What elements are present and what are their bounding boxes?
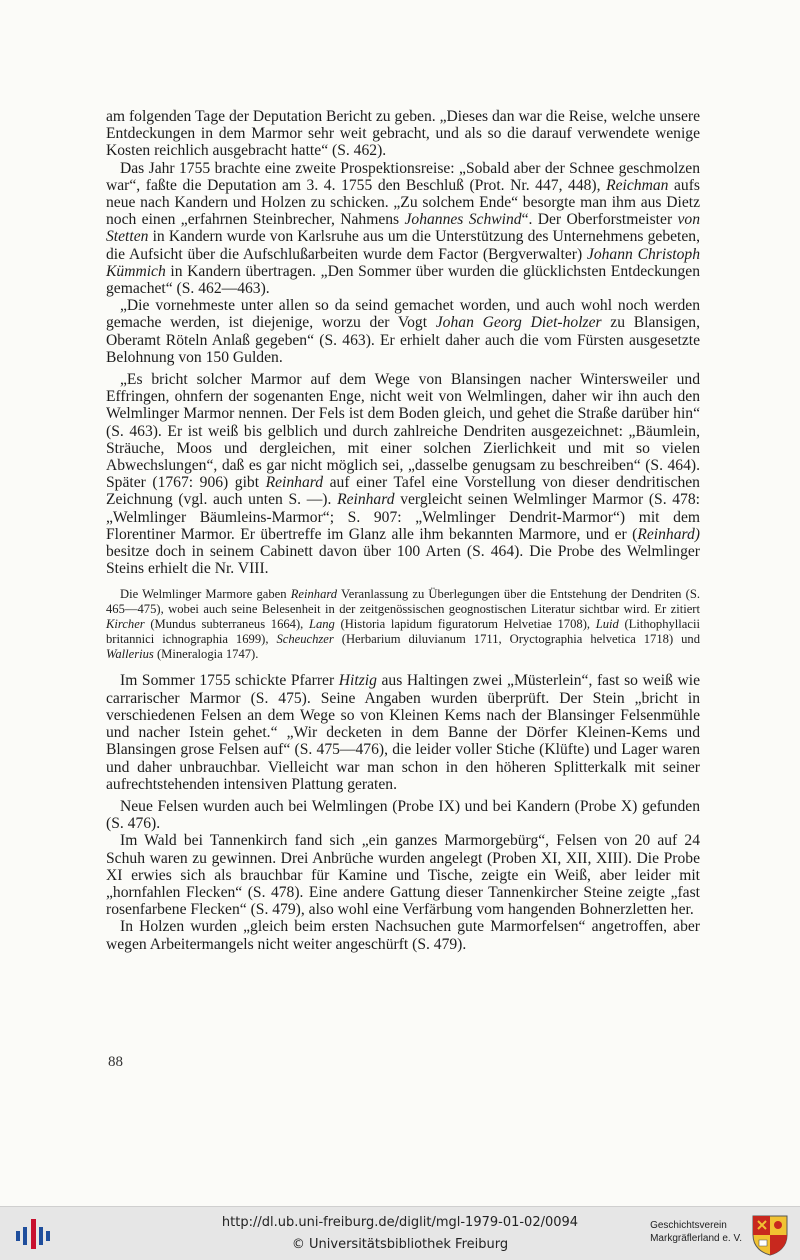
italic-name: Reinhard (265, 474, 324, 492)
society-name-line1: Geschichtsverein (650, 1220, 727, 1231)
text-paragraph (106, 297, 700, 366)
text-paragraph (106, 108, 700, 160)
text-run: (Mineralogia 1747). (153, 647, 259, 662)
text-run: zu Blansigen, Oberamt Röteln Anlaß gegeben“ (S. 463). Er erhielt daher auch die vom Fürsten ausgesetzte Belohnung von 150 Gulden. (106, 314, 701, 366)
text-paragraph (106, 371, 700, 577)
society-name-line2: Markgräflerland e. V. (650, 1233, 742, 1244)
text-run: In Holzen wurden „gleich beim ersten Nachsuchen gute Marmorfelsen“ angetroffen, aber wegen Arbeitermangels nicht weiter angeschürft (S. 479). (106, 918, 700, 953)
text-run: aus Haltingen zwei „Müsterlein“, fast so weiß wie carrarischer Marmor (S. 475). Seine Angaben wurden überprüft. Der Stein „bricht in verschiedenen Felsen an dem Wege so von Kleinen Kems nach der Blansinger Felsenmühle und nacher Istein gehet.“ „Wir decketen in dem Banne der Dörfer Kleinen-Kems und Blansingen grose Felsen auf“ (S. 475—476), die leider voller Stiche (Klüfte) und Lager waren und daher unbrauchbar. Vielleicht war man schon in den höheren Splitterkalk mit seiner aufrechtstehenden intensiven Plattung geraten. (106, 672, 700, 793)
text-paragraph (106, 160, 700, 298)
text-run: „Es bricht solcher Marmor auf dem Wege von Blansingen nacher Wintersweiler und Effringen, ohnfern der sogenanten Enge, nicht weit von Welmlingen, daher wir ihn auch den Welmlinger Marmor nennen. Der Fels ist dem Boden gleich, und gehet die Straße darüber hin“ (S. 463). Er ist weiß bis gelblich und durch zahlreiche Dendriten ausgezeichnet: „Bäumlein, Sträuche, Moos und dergleichen, mit einer solchen Zierlichkeit und mit so vielen Abwechslungen“, daß es gar nicht möglich sei, „dasselbe genugsam zu beschreiben“ (S. 464). Später (1767: 906) gibt (106, 371, 700, 492)
text-run: (Historia lapidum figuratorum Helvetiae 1708), (334, 617, 596, 632)
italic-name: Reichman (606, 176, 669, 194)
text-run: in Kandern übertragen. „Den Sommer über wurden die glücklichsten Entdeckungen gemachet“ (S. 462—463). (106, 262, 700, 298)
italic-name: Johan Georg Diet-holzer (435, 314, 602, 332)
text-run: (Lithophyllacii britannici ichnographia 1699), (106, 617, 700, 647)
italic-name: Hitzig (338, 672, 377, 690)
copyright-text: © Universitätsbibliothek Freiburg (291, 1237, 509, 1252)
page-number: 88 (108, 1054, 123, 1070)
text-run: (Mundus subterraneus 1664), (144, 617, 309, 632)
text-run: Neue Felsen wurden auch bei Welmlingen (Probe IX) und bei Kandern (Probe X) gefunden (S. 476). (106, 797, 700, 833)
italic-name: Luid (595, 617, 619, 632)
text-paragraph (106, 918, 700, 952)
italic-name: Reinhard (337, 491, 395, 509)
text-paragraph (106, 832, 700, 918)
text-run: vergleicht seinen Welmlinger Marmor (S. 478: „Welmlinger Bäumleins-Marmor“; S. 907: „Welmlinger Dendrit-Marmor“) mit dem Florentiner Marmor. Er übertreffe im Glanz alle ihm bekannten Marmore, und er ( (106, 491, 700, 543)
coat-of-arms-icon (750, 1213, 790, 1257)
text-paragraph (106, 798, 700, 832)
society-name (650, 1219, 742, 1245)
italic-name: Johannes Schwind (404, 211, 522, 229)
text-run: „Die vornehmeste unter allen so da seind gemachet worden, und auch wohl noch werden gemache werden, ist diejenige, worzu der Vogt (106, 297, 700, 332)
text-run: in Kandern wurde von Karlsruhe aus um die Unterstützung des Unternehmens gebeten, die Aufsicht über die Aufschlußarbeiten wurde dem Factor (Bergverwalter) (106, 228, 700, 263)
text-paragraph (106, 672, 700, 792)
source-url-link[interactable]: http://dl.ub.uni-freiburg.de/diglit/mgl-1979-01-02/0094 (221, 1215, 579, 1230)
text-run: am folgenden Tage der Deputation Bericht zu geben. „Dieses dan war die Reise, welche unsere Entdeckungen in dem Marmor sehr weit gebracht, und als so die darauf verwendete wenige Kosten reichlich ausgebracht hatte“ (S. 462). (106, 108, 700, 160)
text-run: auf einer Tafel eine Vorstellung von dieser dendritischen Zeichnung (vgl. auch unten S. —). (106, 474, 700, 509)
italic-name: von Stetten (106, 211, 701, 246)
italic-name: Reinhard (290, 587, 338, 602)
italic-name: Reinhard) (637, 525, 700, 543)
text-run: “. Der Oberforstmeister (521, 211, 678, 229)
text-run: aufs neue nach Kandern und Holzen zu schicken. „Zu solchem Ende“ besorgte man ihm aus Dietz noch einen „erfahrnen Steinbrecher, Nahmens (106, 176, 700, 229)
text-run: Veranlassung zu Überlegungen über die Entstehung der Dendriten (S. 465—475), wobei auch seine Belesenheit in der zeitgenössischen geognostischen Literatur sichtbar wird. Er zitiert (106, 587, 700, 617)
body-text (106, 108, 700, 953)
footnote-paragraph (106, 587, 700, 662)
italic-name: Johann Christoph Kümmich (106, 245, 700, 280)
italic-name: Lang (308, 617, 335, 632)
text-run: Im Sommer 1755 schickte Pfarrer (120, 672, 339, 690)
italic-name: Scheuchzer (276, 632, 334, 647)
text-run: Im Wald bei Tannenkirch fand sich „ein ganzes Marmorgebürg“, Felsen von 20 auf 24 Schuh waren zu gewinnen. Drei Anbrüche wurden angelegt (Proben XI, XII, XIII). Die Probe XI erwies sich als brauchbar für Kamine und Tische, zeigte ein Weiß, aber leider mit „hornfahlen Flecken“ (S. 478). Eine andere Gattung dieser Tannenkircher Steine zeigte „fast rosenfarbene Flecken“ (S. 479), also wohl eine Verfärbung vom hangenden Bohnerzletten her. (106, 832, 700, 919)
viewer-footer (0, 1206, 800, 1260)
text-run: Die Welmlinger Marmore gaben (120, 587, 291, 602)
text-run: Das Jahr 1755 brachte eine zweite Prospektionsreise: „Sobald aber der Schnee geschmolzen war“, faßte die Deputation am 3. 4. 1755 den Beschluß (Prot. Nr. 447, 448), (106, 159, 700, 194)
text-run: (Herbarium diluvianum 1711, Oryctographia helvetica 1718) und (333, 632, 700, 647)
italic-name: Kircher (106, 617, 145, 632)
italic-name: Wallerius (106, 647, 154, 662)
text-run: besitze doch in seinem Cabinett davon über 100 Arten (S. 464). Die Probe des Welmlinger Steins erhielt die Nr. VIII. (106, 543, 700, 578)
